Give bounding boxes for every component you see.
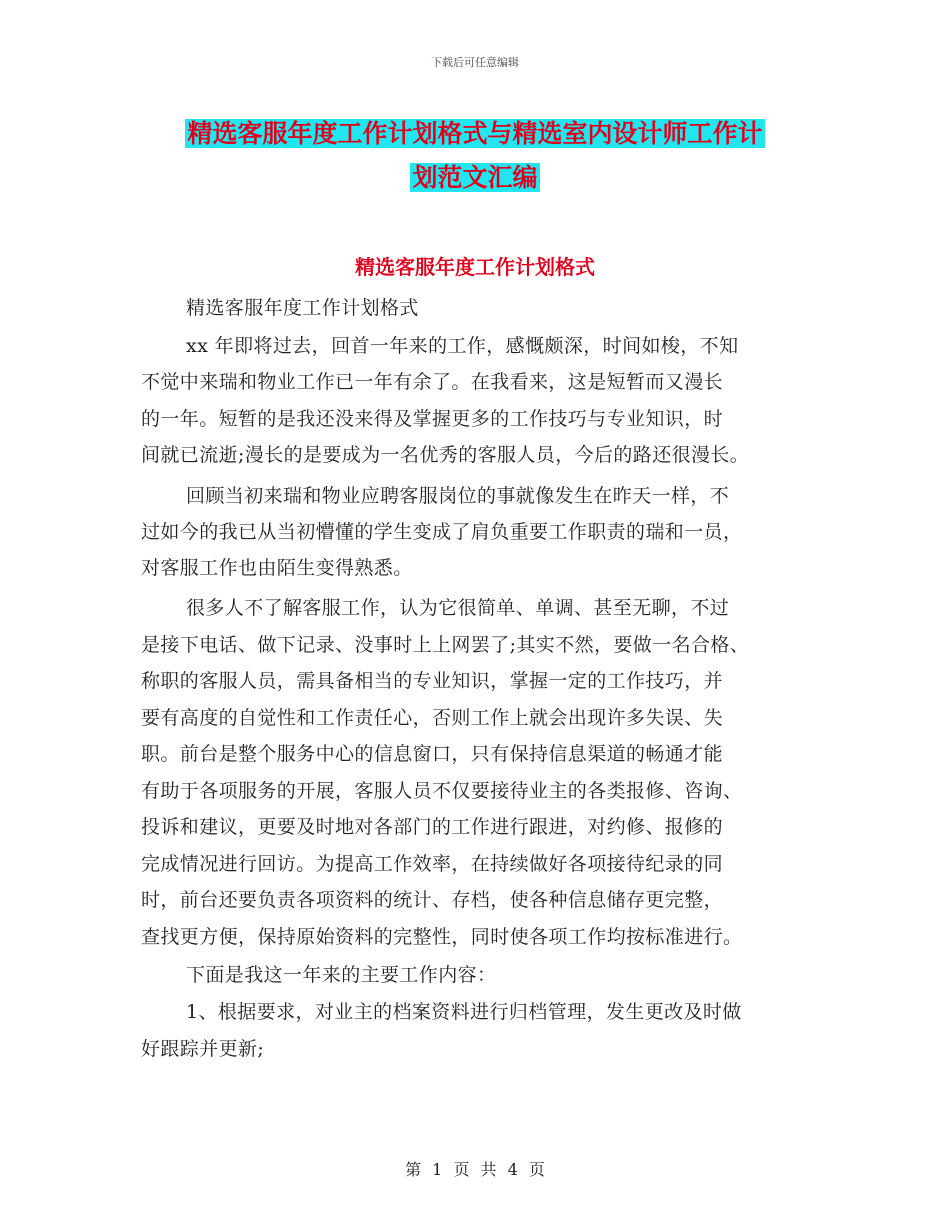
document-title-line-2 <box>0 158 950 194</box>
body-line: 是接下电话、做下记录、没事时上上网罢了;其实不然，要做一名合格、 <box>141 634 750 656</box>
title-highlight: 划范文汇编 <box>412 163 538 192</box>
body-line: 回顾当初来瑞和物业应聘客服岗位的事就像发生在昨天一样，不 <box>186 485 730 507</box>
body-line: 1、根据要求，对业主的档案资料进行归档管理，发生更改及时做 <box>186 1001 742 1023</box>
body-line: 时，前台还要负责各项资料的统计、存档，使各种信息储存更完整， <box>141 889 724 911</box>
body-line: 精选客服年度工作计划格式 <box>186 297 419 319</box>
body-line: 不觉中来瑞和物业工作已一年有余了。在我看来，这是短暂而又漫长 <box>141 371 724 393</box>
body-line: 很多人不了解客服工作，认为它很简单、单调、甚至无聊，不过 <box>186 597 730 619</box>
body-line: 下面是我这一年来的主要工作内容： <box>186 964 497 986</box>
body-line: 过如今的我已从当初懵懂的学生变成了肩负重要工作职责的瑞和一员， <box>141 521 743 543</box>
body-line: 间就已流逝;漫长的是要成为一名优秀的客服人员，今后的路还很漫长。 <box>141 444 750 466</box>
page-footer: 第 1 页 共 4 页 <box>405 1160 545 1179</box>
section-title: 精选客服年度工作计划格式 <box>355 255 595 279</box>
body-line: 投诉和建议，更要及时地对各部门的工作进行跟进，对约修、报修的 <box>141 816 724 838</box>
body-line: 有助于各项服务的开展，客服人员不仅要接待业主的各类报修、咨询、 <box>141 780 743 802</box>
body-line: 的一年。短暂的是我还没来得及掌握更多的工作技巧与专业知识，时 <box>141 408 724 430</box>
body-line: 对客服工作也由陌生变得熟悉。 <box>141 557 413 579</box>
title-highlight: 精选客服年度工作计划格式与精选室内设计师工作计 <box>187 119 763 148</box>
body-line: xx 年即将过去，回首一年来的工作，感慨颇深，时间如梭，不知 <box>186 335 739 357</box>
body-line: 查找更方便，保持原始资料的完整性，同时使各项工作均按标准进行。 <box>141 926 743 948</box>
document-title-line-1 <box>0 114 950 150</box>
body-line: 职。前台是整个服务中心的信息窗口，只有保持信息渠道的畅通才能 <box>141 743 724 765</box>
header-note: 下载后可任意编辑 <box>431 56 519 69</box>
body-line: 好跟踪并更新; <box>141 1038 265 1060</box>
body-line: 完成情况进行回访。为提高工作效率，在持续做好各项接待纪录的同 <box>141 853 724 875</box>
body-line: 称职的客服人员，需具备相当的专业知识，掌握一定的工作技巧，并 <box>141 670 724 692</box>
body-line: 要有高度的自觉性和工作责任心，否则工作上就会出现许多失误、失 <box>141 707 724 729</box>
